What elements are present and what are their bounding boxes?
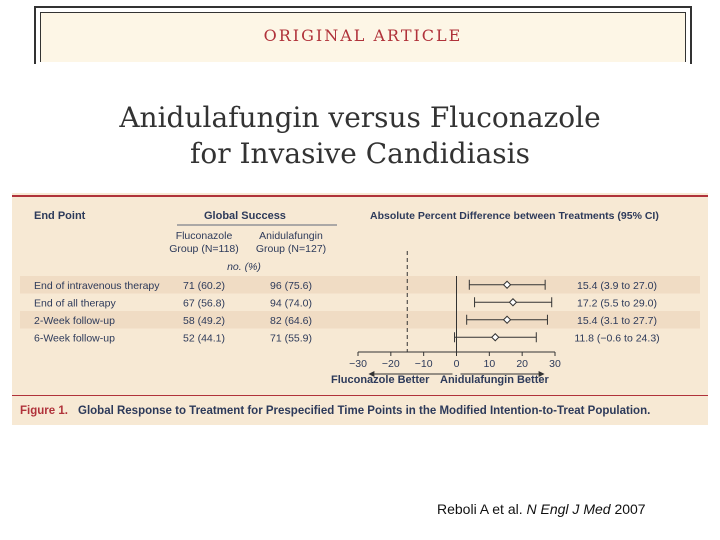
row-anidulafungin-value: 96 (75.6) — [269, 279, 313, 292]
citation-authors: Reboli A et al. — [437, 501, 527, 517]
header-end-point: End Point — [34, 210, 86, 222]
row-anidulafungin-value: 94 (74.0) — [269, 297, 313, 310]
row-fluconazole-value: 58 (49.2) — [182, 314, 226, 327]
figure-top-rule — [12, 195, 708, 197]
row-anidulafungin-value: 82 (64.6) — [269, 314, 313, 327]
caption-rule — [12, 395, 708, 396]
x-axis-tick-label: 10 — [483, 358, 496, 370]
paper-title-line-1: Anidulafungin versus Fluconazole — [119, 101, 601, 134]
row-end-point-label: 6-Week follow-up — [34, 332, 115, 345]
row-ci-text: 15.4 (3.1 to 27.7) — [577, 314, 657, 327]
x-axis-tick-label: 20 — [516, 358, 529, 370]
col-fluconazole-title: Fluconazole — [175, 230, 233, 242]
row-ci-text: 15.4 (3.9 to 27.0) — [577, 279, 657, 292]
col-units: no. (%) — [227, 261, 261, 273]
forest-plot-figure — [12, 193, 708, 425]
figure-caption-text: Global Response to Treatment for Prespecified Time Points in the Modified Intention-to-Treat Population. — [78, 405, 651, 417]
citation-year: 2007 — [610, 501, 646, 517]
row-ci-text: 17.2 (5.5 to 29.0) — [577, 297, 657, 310]
citation — [437, 501, 646, 517]
row-end-point-label: End of intravenous therapy — [34, 279, 160, 292]
x-axis-tick-label: 0 — [453, 358, 460, 370]
article-type-banner — [40, 12, 686, 62]
x-axis-tick-label: 30 — [549, 358, 561, 370]
row-end-point-label: 2-Week follow-up — [34, 314, 115, 327]
x-axis-tick-label: −30 — [349, 358, 367, 370]
paper-title — [0, 100, 720, 172]
row-ci-text: 11.8 (−0.6 to 24.3) — [574, 332, 660, 345]
header-absolute-difference: Absolute Percent Difference between Treatments (95% CI) — [370, 210, 659, 222]
citation-journal: N Engl J Med — [526, 501, 611, 517]
row-anidulafungin-value: 71 (55.9) — [269, 332, 313, 345]
row-fluconazole-value: 52 (44.1) — [182, 332, 226, 345]
header-global-success: Global Success — [204, 210, 286, 222]
row-end-point-label: End of all therapy — [34, 297, 116, 310]
x-axis-tick-label: −10 — [414, 358, 433, 370]
col-anidulafungin-title: Anidulafungin — [259, 230, 323, 242]
arrow-label-left: Fluconazole Better — [331, 374, 430, 386]
article-type-label: ORIGINAL ARTICLE — [263, 26, 463, 45]
arrow-label-right: Anidulafungin Better — [440, 374, 549, 386]
forest-plot — [12, 193, 708, 425]
col-fluconazole-n: Group (N=118) — [169, 243, 239, 255]
row-fluconazole-value: 67 (56.8) — [182, 297, 226, 310]
x-axis-tick-label: −20 — [381, 358, 400, 370]
figure-caption-label: Figure 1. — [20, 405, 68, 417]
col-anidulafungin-n: Group (N=127) — [255, 243, 327, 255]
row-fluconazole-value: 71 (60.2) — [182, 279, 226, 292]
paper-title-line-2: for Invasive Candidiasis — [189, 137, 531, 170]
